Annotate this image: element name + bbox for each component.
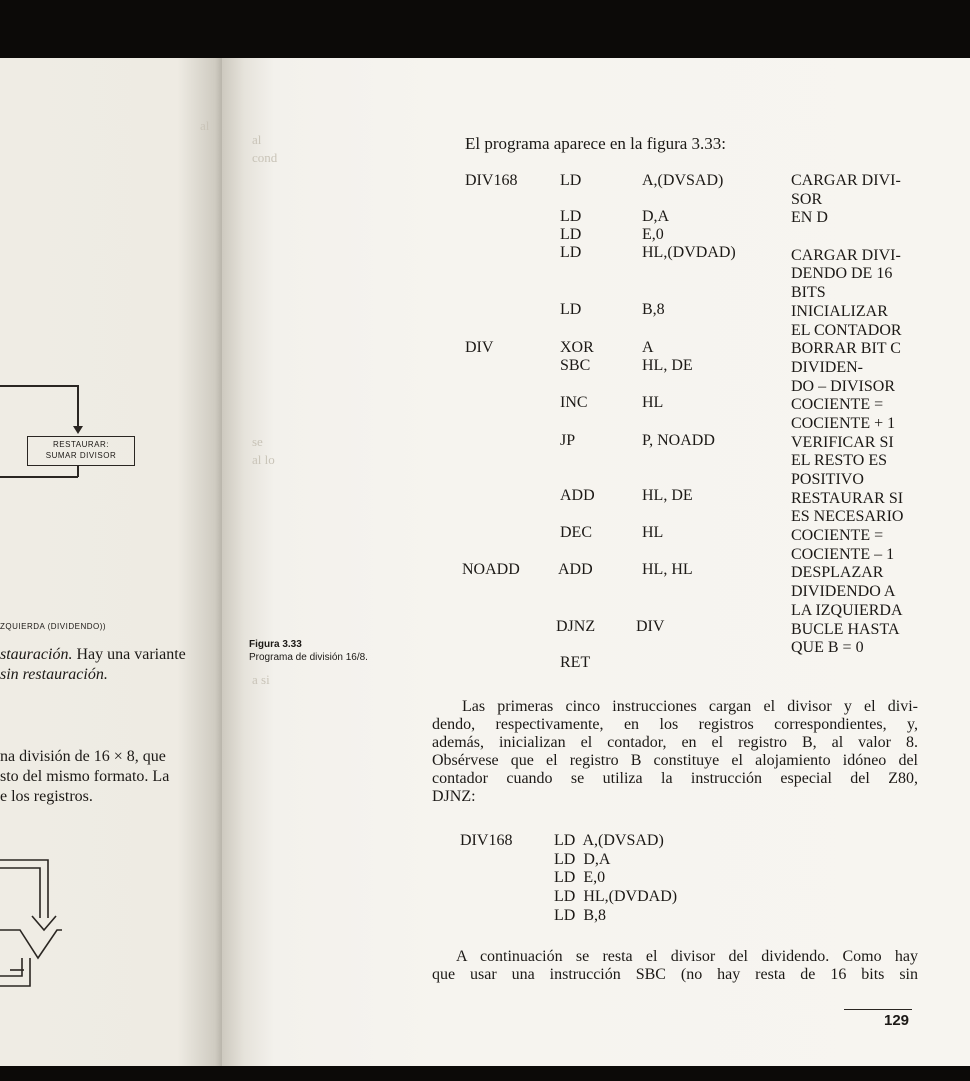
paragraph-line: DJNZ: <box>432 788 476 805</box>
code2-line: LD D,A <box>554 850 611 868</box>
paragraph-line: además, inicializan el contador, en el registro B, al valor 8. <box>432 734 918 751</box>
label-column <box>465 172 517 191</box>
restaurar-label-2: SUMAR DIVISOR <box>45 451 117 460</box>
ghost-text: se <box>252 434 263 449</box>
code-comment: BORRAR BIT C <box>791 340 901 358</box>
code-comment: COCIENTE + 1 <box>791 414 896 432</box>
code-op: SBC <box>560 357 591 374</box>
code-op: LD <box>560 301 582 318</box>
comment-column <box>791 172 923 658</box>
page-number-rule <box>844 1009 912 1010</box>
code-comment: DIVIDEN- <box>791 358 863 376</box>
code-op: LD <box>560 244 582 261</box>
diagram-label: ZQUIERDA (DIVIDENDO)) <box>0 622 107 631</box>
code2-line: LD E,0 <box>554 869 606 887</box>
code2-line: LD A,(DVSAD) <box>554 832 664 849</box>
code-operand: HL, HL <box>642 561 693 578</box>
code-operand: A,(DVSAD) <box>642 172 724 189</box>
flowchart-line <box>0 385 78 387</box>
left-text-line: staurac​ión. Hay una variante <box>0 646 186 663</box>
code-comment: DESPLAZAR <box>791 564 884 582</box>
flowchart-line <box>77 385 79 432</box>
paragraph-line: Obsérvese que el registro B constituye el alojamiento idóneo del <box>432 752 918 769</box>
code-operand: HL, DE <box>642 357 693 374</box>
code-comment: SOR <box>791 190 823 208</box>
code-label: DIV <box>465 339 494 356</box>
code-comment: VERIFICAR SI <box>791 433 894 451</box>
code-op: ADD <box>560 487 595 504</box>
code-op: ADD <box>558 561 593 578</box>
code-comment: RESTAURAR SI <box>791 489 904 507</box>
ghost-text: al <box>200 118 210 133</box>
code-op: LD <box>560 172 582 189</box>
code-comment: COCIENTE = <box>791 396 884 414</box>
code-comment: EN D <box>791 209 828 227</box>
code-comment: CARGAR DIVI- <box>791 246 901 264</box>
code-op: DEC <box>560 524 592 541</box>
code-comment: ES NECESARIO <box>791 508 904 526</box>
code-operand: P, NOADD <box>642 432 715 449</box>
restaurar-box <box>27 436 135 466</box>
code-operand: HL <box>642 524 664 541</box>
paragraph-line: contador cuando se utiliza la instrucción especial del Z80, <box>432 770 918 787</box>
code-operand: DIV <box>636 618 665 635</box>
paragraph-line: A continuación se resta el divisor del dividendo. Como hay <box>456 948 918 965</box>
arrow-down-icon <box>73 426 83 434</box>
figure-caption-title: Figura 3.33 <box>249 639 302 650</box>
code-comment: EL RESTO ES <box>791 452 888 470</box>
ghost-text: al <box>252 132 262 147</box>
code-comment: BUCLE HASTA <box>791 620 900 638</box>
ghost-text: al lo <box>252 452 275 467</box>
code-op: INC <box>560 394 588 411</box>
code-operand: HL, DE <box>642 487 693 504</box>
alu-diagram <box>0 848 80 998</box>
page-number: 129 <box>884 1012 910 1029</box>
flowchart-line <box>0 476 78 478</box>
code-comment: BITS <box>791 284 826 302</box>
code-comment: INICIALIZAR <box>791 302 888 320</box>
left-text-line: sin restauración. <box>0 666 108 683</box>
code-comment: COCIENTE = <box>791 527 884 545</box>
code-operand: E,0 <box>642 226 664 243</box>
code-comment: DIVIDENDO A <box>791 583 896 601</box>
code2-block <box>554 832 677 925</box>
ghost-text: cond <box>252 150 278 165</box>
code-operand: D,A <box>642 208 670 225</box>
code-op: RET <box>560 654 591 671</box>
code-comment <box>791 228 923 247</box>
code-operand: B,8 <box>642 301 665 318</box>
code-comment: LA IZQUIERDA <box>791 601 903 619</box>
code-comment: QUE B = 0 <box>791 639 864 657</box>
code-comment: DO – DIVISOR <box>791 377 895 395</box>
code-comment: DENDO DE 16 <box>791 265 893 283</box>
code-comment: POSITIVO <box>791 471 864 488</box>
paragraph-line: que usar una instrucción SBC (no hay resta de 16 bits sin <box>432 966 918 983</box>
code-op: XOR <box>560 339 594 356</box>
code-comment: COCIENTE – 1 <box>791 545 895 563</box>
left-text-line: e los registros. <box>0 788 93 805</box>
paragraph-line: dendo, respectivamente, en los registros correspondientes, y, <box>432 716 918 733</box>
paragraph <box>432 698 918 806</box>
right-page <box>222 58 970 1066</box>
code-comment: CARGAR DIVI- <box>791 172 901 189</box>
code2-line: LD HL,(DVDAD) <box>554 888 678 906</box>
paragraph <box>432 948 918 984</box>
paragraph-line: Las primeras cinco instrucciones cargan el divisor y el divi- <box>462 698 918 715</box>
left-page <box>0 58 222 1066</box>
intro-text: El programa aparece en la figura 3.33: <box>465 134 727 153</box>
code2-line: LD B,8 <box>554 906 606 924</box>
code-operand: HL,(DVDAD) <box>642 244 736 261</box>
left-text-line: na división de 16 × 8, que <box>0 748 166 765</box>
code-comment: EL CONTADOR <box>791 321 902 339</box>
ghost-text: a si <box>252 672 270 687</box>
code-operand: A <box>642 339 654 356</box>
code-op: LD <box>560 208 582 225</box>
code-label: NOADD <box>462 561 520 578</box>
code-label: DIV168 <box>465 172 518 189</box>
code2-label: DIV168 <box>460 832 513 849</box>
code-operand: HL <box>642 394 664 411</box>
left-text-line: sto del mismo formato. La <box>0 768 170 785</box>
figure-caption-text: Programa de división 16/8. <box>249 652 368 663</box>
code-op: JP <box>560 432 576 449</box>
restaurar-label-1: RESTAURAR: <box>53 440 109 449</box>
code-op: LD <box>560 226 582 243</box>
code-op: DJNZ <box>556 618 596 635</box>
